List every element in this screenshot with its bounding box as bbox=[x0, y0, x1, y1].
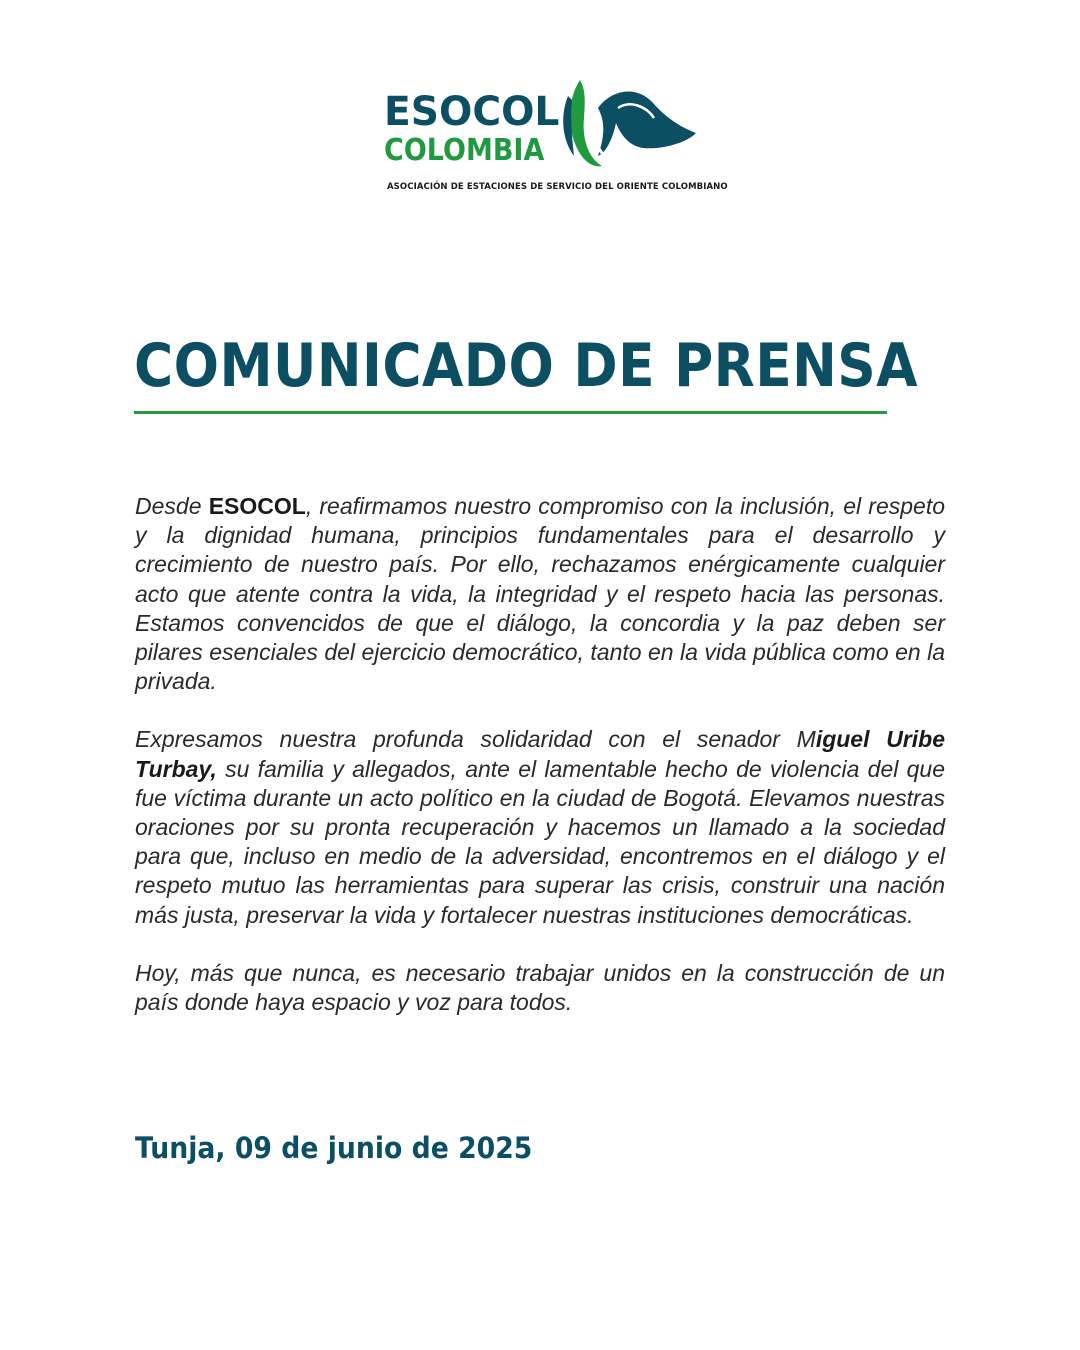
press-release-body bbox=[135, 492, 945, 1046]
paragraph-1-text: , reafirmamos nuestro compromiso con la inclusión, el respeto y la dignidad humana, principios fundamentales para el desarrollo y crecimiento de nuestro país. Por ello, rechazamos enérgicamente cualquier acto que atente contra la vida, la integridad y el respeto hacia las personas. Estamos convencidos de que el diálogo, la concordia y la paz deben ser pilares esenciales del ejercicio democrático, tanto en la vida pública como en la privada. bbox=[135, 493, 945, 695]
logo-subtitle: ASOCIACIÓN DE ESTACIONES DE SERVICIO DEL ORIENTE COLOMBIANO bbox=[387, 182, 728, 192]
paragraph-2 bbox=[135, 725, 945, 929]
paragraph-2-intro: Expresamos nuestra profunda solidaridad con el senador M bbox=[135, 726, 816, 753]
page-title: COMUNICADO DE PRENSA bbox=[134, 331, 918, 401]
logo-name-line2: COLOMBIA bbox=[384, 133, 545, 168]
paragraph-3: Hoy, más que nunca, es necesario trabajar unidos en la construcción de un país donde haya espacio y voz para todos. bbox=[135, 959, 945, 1016]
place-and-date: Tunja, 09 de junio de 2025 bbox=[135, 1131, 533, 1165]
paragraph-2-text: su familia y allegados, ante el lamentable hecho de violencia del que fue víctima durante un acto político en la ciudad de Bogotá. Elevamos nuestras oraciones por su pronta recuperación y hacemos un llamado a la sociedad para que, incluso en medio de la adversidad, encontremos en el diálogo y el respeto mutuo las herramientas para superar las crisis, construir una nación más justa, preservar la vida y fortalecer nuestras instituciones democráticas. bbox=[135, 755, 945, 928]
title-underline bbox=[134, 411, 887, 414]
logo-name-line1: ESOCOL bbox=[384, 89, 560, 135]
organization-name: ESOCOL bbox=[208, 493, 306, 519]
paragraph-1 bbox=[135, 492, 945, 696]
esocol-mountain-river-logo-icon bbox=[558, 78, 698, 173]
esocol-logo bbox=[384, 78, 728, 198]
senator-name: iguel Uribe Turbay, bbox=[135, 726, 945, 782]
paragraph-1-intro: Desde bbox=[135, 493, 209, 519]
